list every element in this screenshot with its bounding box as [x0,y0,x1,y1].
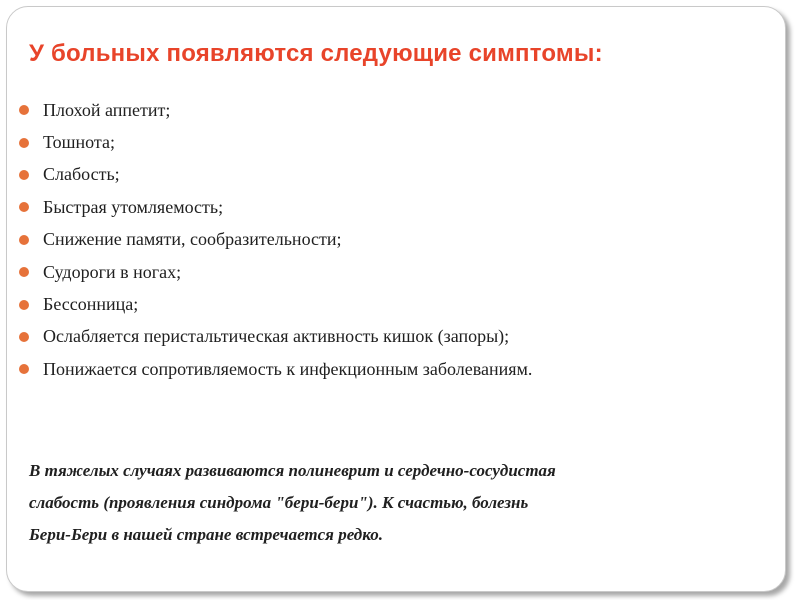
slide [6,6,786,592]
list-item-text: Быстрая утомляемость; [43,196,224,217]
list-item-text: Судороги в ногах; [43,261,182,282]
bullet-icon [19,364,29,374]
list-item-text: Понижается сопротивляемость к инфекционным заболеваниям. [43,358,533,379]
bullet-icon [19,267,29,277]
bullet-icon [19,235,29,245]
list-item [19,288,532,320]
list-item [19,321,532,353]
bullet-icon [19,138,29,148]
list-item-text: Слабость; [43,164,120,185]
list-item [19,353,532,385]
note-line: слабость (проявления синдрома "бери-бери"). К счастью, болезнь [29,493,529,512]
list-item-text: Снижение памяти, сообразительности; [43,229,342,250]
list-item [19,94,532,126]
bullet-icon [19,105,29,115]
bullet-icon [19,170,29,180]
list-item-text: Плохой аппетит; [43,99,171,120]
list-item-text: Тошнота; [43,132,115,153]
list-item [19,159,532,191]
bullet-icon [19,300,29,310]
bullet-icon [19,332,29,342]
list-item [19,256,532,288]
note-line: Бери-Бери в нашей стране встречается редко. [29,525,383,544]
list-item [19,191,532,223]
list-item [19,224,532,256]
symptom-list [19,94,532,386]
note-line: В тяжелых случаях развиваются полиневрит и сердечно-сосудистая [29,461,556,480]
list-item-text: Ослабляется перистальтическая активность кишок (запоры); [43,326,510,347]
list-item-text: Бессонница; [43,294,139,315]
slide-title: У больных появляются следующие симптомы: [29,40,603,67]
bullet-icon [19,202,29,212]
note-paragraph [29,455,769,551]
list-item [19,126,532,158]
